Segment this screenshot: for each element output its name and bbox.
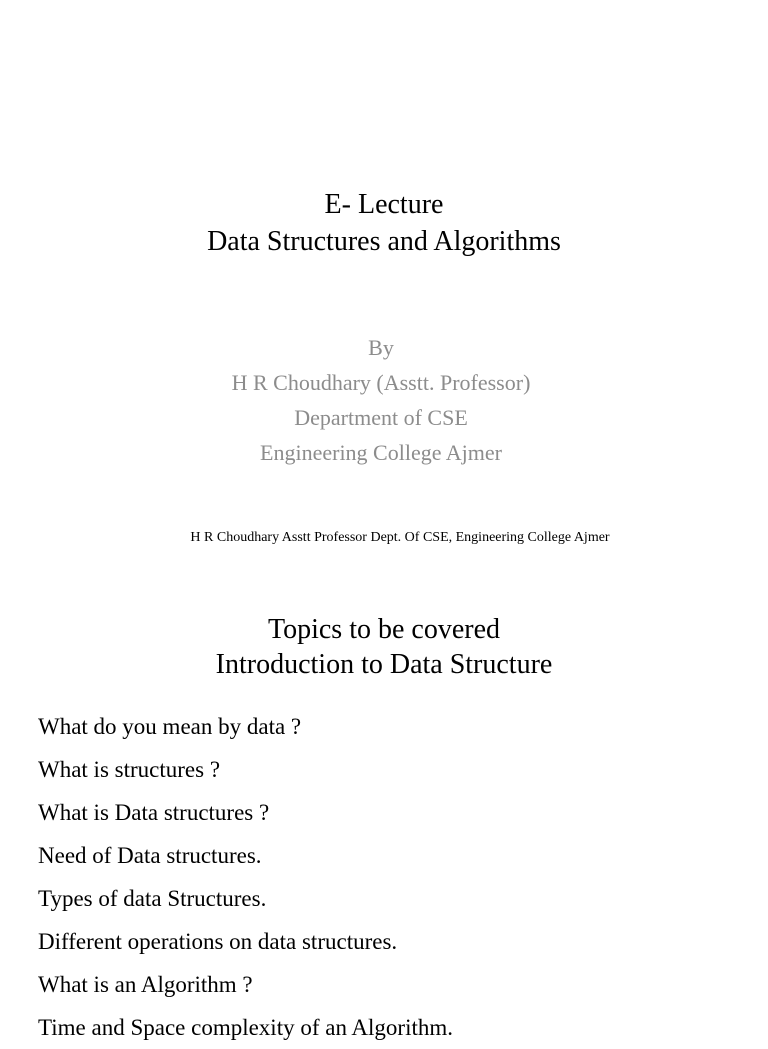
list-item: What is an Algorithm ? [38,972,253,997]
list-item: What is Data structures ? [38,800,270,825]
topic-list [38,705,453,1049]
list-item: What is structures ? [38,757,221,782]
list-item: What do you mean by data ? [38,714,302,739]
author-by: By [368,335,394,360]
author-department: Department of CSE [294,405,468,430]
author-info [0,330,762,470]
list-item: Need of Data structures. [38,843,262,868]
lecture-title [0,186,768,260]
list-item: Time and Space complexity of an Algorithm. [38,1015,454,1040]
title-line-1: E- Lecture [324,189,444,220]
author-name: H R Choudhary (Asstt. Professor) [231,370,531,395]
title-line-2: Data Structures and Algorithms [207,226,561,257]
list-item: Different operations on data structures. [38,929,398,954]
topics-heading-line-1: Topics to be covered [267,614,501,645]
topics-heading [0,612,768,682]
slide-footer: H R Choudhary Asstt Professor Dept. Of CSE, Engineering College Ajmer [190,530,610,545]
topics-heading-line-2: Introduction to Data Structure [215,649,553,680]
author-college: Engineering College Ajmer [260,440,502,465]
list-item: Types of data Structures. [38,886,267,911]
